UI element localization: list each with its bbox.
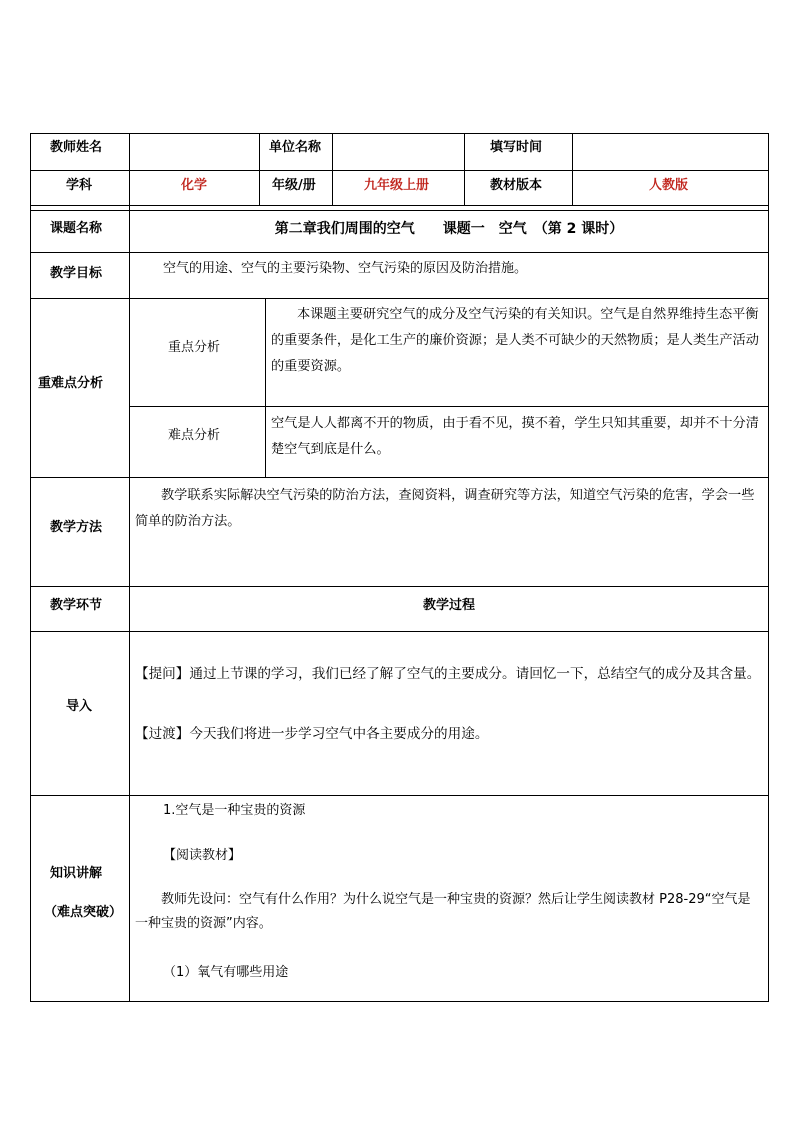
border-right — [768, 133, 769, 1002]
intro-question: 【提问】通过上节课的学习，我们已经了解了空气的主要成分。请回忆一下，总结空气的成分及其含量。 — [135, 666, 761, 682]
subject-label: 学科 — [66, 178, 93, 193]
teaching-goal-label: 教学目标 — [50, 266, 103, 281]
unit-name-value[interactable] — [342, 138, 452, 158]
teaching-stage-label: 教学环节 — [50, 598, 103, 613]
border-row2b — [30, 210, 769, 211]
border-row4 — [30, 298, 769, 299]
grade-label: 年级/册 — [272, 178, 316, 193]
border-analysis-split — [265, 298, 266, 478]
edition-value: 人教版 — [649, 178, 689, 193]
key-point-text: 本课题主要研究空气的成分及空气污染的有关知识。空气是自然界维持生态平衡的重要条件，是化工生产的廉价资源；是人类不可缺少的天然物质；是人类生产活动的重要资源。 — [271, 307, 759, 374]
border-col3 — [332, 133, 333, 206]
border-col2 — [259, 133, 260, 206]
fill-date-label: 填写时间 — [490, 140, 543, 155]
intro-label: 导入 — [66, 699, 93, 714]
teaching-method-text: 教学联系实际解决空气污染的防治方法，查阅资料，调查研究等方法，知道空气污染的危害，学会一些简单的防治方法。 — [135, 488, 755, 529]
knowledge-item-4: （1）氧气有哪些用途 — [163, 965, 289, 980]
teaching-method-label: 教学方法 — [50, 520, 103, 535]
border-row1 — [30, 170, 769, 171]
border-col1 — [129, 133, 130, 1002]
border-key-mid — [129, 406, 769, 407]
difficult-point-label: 难点分析 — [168, 428, 221, 443]
intro-transition: 【过渡】今天我们将进一步学习空气中各主要成分的用途。 — [135, 726, 489, 742]
teaching-process-label: 教学过程 — [422, 598, 475, 613]
border-left — [30, 133, 31, 1002]
difficult-point-text: 空气是人人都离不开的物质，由于看不见，摸不着，学生只知其重要，却并不十分清楚空气到底是什么。 — [271, 416, 759, 457]
border-col4 — [464, 133, 465, 206]
border-row2 — [30, 205, 769, 206]
grade-value: 九年级上册 — [364, 178, 430, 193]
fill-date-value[interactable] — [582, 138, 752, 158]
border-row3 — [30, 252, 769, 253]
teaching-goal-value: 空气的用途、空气的主要污染物、空气污染的原因及防治措施。 — [163, 261, 528, 276]
border-row7 — [30, 631, 769, 632]
border-row5 — [30, 477, 769, 478]
border-col5 — [572, 133, 573, 206]
analysis-label: 重难点分析 — [38, 376, 104, 391]
knowledge-sublabel: （难点突破） — [44, 905, 123, 920]
edition-label: 教材版本 — [490, 178, 543, 193]
border-row6 — [30, 586, 769, 587]
lesson-title-value: 第二章我们周围的空气 课题一 空气 （第 2 课时） — [274, 221, 624, 237]
border-row8 — [30, 795, 769, 796]
unit-name-label: 单位名称 — [269, 140, 322, 155]
knowledge-label: 知识讲解 — [50, 866, 103, 881]
teacher-name-label: 教师姓名 — [50, 140, 103, 155]
knowledge-item-3: 教师先设问：空气有什么作用？为什么说空气是一种宝贵的资源？然后让学生阅读教材 P28-29“空气是一种宝贵的资源”内容。 — [135, 892, 751, 931]
teacher-name-value[interactable] — [140, 138, 250, 158]
border-top — [30, 133, 769, 134]
subject-value: 化学 — [181, 178, 208, 193]
key-point-label: 重点分析 — [168, 340, 221, 355]
border-bottom — [30, 1001, 769, 1002]
knowledge-item-2: 【阅读教材】 — [163, 848, 242, 863]
knowledge-item-1: 1.空气是一种宝贵的资源 — [163, 803, 306, 818]
lesson-title-label: 课题名称 — [50, 221, 103, 236]
